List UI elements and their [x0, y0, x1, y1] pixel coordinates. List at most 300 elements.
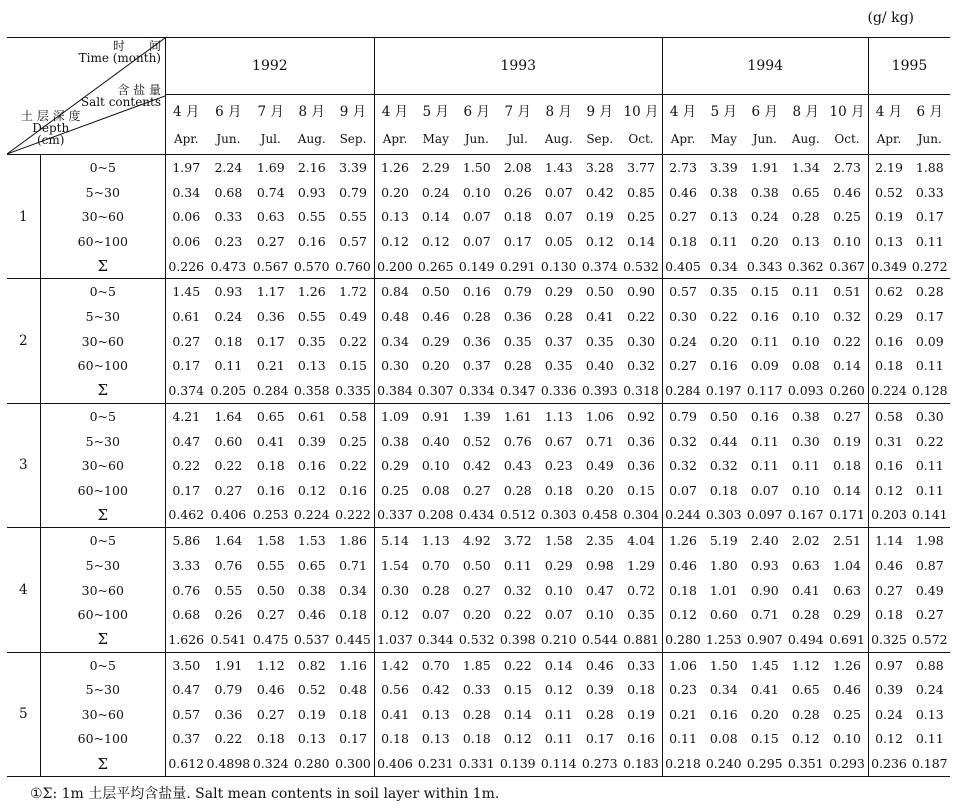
data-cell: 0.367 [829, 258, 865, 274]
table-row [7, 279, 950, 305]
data-cell: 0.16 [709, 706, 738, 722]
data-cell: 0.351 [785, 751, 826, 776]
data-cell: 0.18 [833, 458, 861, 474]
data-cell: 0.09 [750, 358, 779, 374]
data-cell: 0.79 [497, 279, 538, 305]
corner-depth-label: 土 层 深 度 Depth (cm) [21, 109, 81, 147]
data-cell: 0.272 [911, 258, 948, 274]
data-cell: 0.79 [662, 403, 703, 429]
data-cell: 2.02 [785, 528, 826, 554]
data-cell: 0.11 [503, 557, 532, 573]
data-cell: 0.42 [462, 458, 491, 474]
data-cell: 0.29 [538, 279, 579, 305]
data-cell: 0.13 [374, 205, 415, 230]
table-row [7, 403, 950, 429]
data-cell: 0.34 [374, 329, 415, 354]
data-cell: 0.27 [915, 607, 944, 623]
data-cell: 0.11 [750, 433, 779, 449]
data-cell: 0.36 [256, 309, 285, 325]
data-cell: 0.10 [544, 582, 573, 598]
data-cell: 0.265 [417, 258, 454, 274]
data-cell: 0.398 [499, 631, 536, 647]
depth-label: 60~100 [40, 602, 165, 627]
data-cell: 0.07 [421, 607, 450, 623]
data-cell: 1.17 [250, 279, 291, 305]
data-cell: 0.406 [374, 751, 415, 776]
data-cell: 0.17 [339, 731, 367, 747]
data-cell: 0.22 [214, 458, 243, 474]
data-cell: 0.11 [915, 482, 944, 498]
data-cell: 0.231 [415, 751, 456, 776]
data-cell: 0.114 [538, 751, 579, 776]
data-cell: 0.97 [868, 652, 909, 678]
data-cell: 0.10 [791, 482, 820, 498]
data-cell: 4.04 [620, 528, 662, 554]
data-cell: 0.17 [256, 333, 285, 349]
data-cell: 1.06 [579, 403, 620, 429]
table-row [7, 205, 950, 230]
data-cell: 0.26 [503, 184, 532, 200]
data-cell: 0.71 [750, 607, 779, 623]
data-cell: 0.18 [256, 731, 285, 747]
table-row [7, 602, 950, 627]
data-cell: 0.07 [662, 478, 703, 503]
data-cell: 0.85 [627, 184, 655, 200]
data-cell: 0.11 [750, 458, 779, 474]
depth-label: 30~60 [40, 205, 165, 230]
data-cell: 0.44 [709, 433, 738, 449]
data-cell: 0.15 [627, 482, 655, 498]
data-cell: 0.13 [915, 706, 944, 722]
data-cell: 0.79 [339, 184, 367, 200]
month-cn-header: 8 月 [538, 95, 579, 125]
data-cell: 0.27 [166, 329, 207, 354]
data-cell: 0.33 [462, 682, 491, 698]
data-cell: 3.77 [627, 160, 655, 175]
data-cell: 0.74 [256, 184, 285, 200]
data-cell: 1.14 [868, 528, 909, 554]
corner-salt-label: 含 盐 量 Salt contents [80, 83, 161, 109]
data-cell: 0.25 [627, 209, 655, 225]
data-cell: 0.295 [744, 751, 785, 776]
data-cell: 0.28 [791, 209, 820, 225]
data-cell: 0.25 [339, 433, 367, 449]
data-cell: 0.13 [868, 229, 909, 254]
data-cell: 0.18 [662, 578, 703, 603]
depth-label: 0~5 [40, 652, 165, 678]
data-cell: 0.06 [166, 205, 207, 230]
data-cell: 0.16 [256, 482, 285, 498]
data-cell: 0.21 [662, 702, 703, 727]
table-row [7, 180, 950, 205]
data-cell: 0.13 [709, 209, 738, 225]
month-cn-header: 6 月 [207, 95, 251, 125]
data-cell: 0.93 [750, 557, 779, 573]
data-cell: 0.907 [746, 631, 783, 647]
data-cell: 1.50 [703, 652, 744, 678]
data-cell: 0.19 [297, 706, 326, 722]
data-cell: 1.29 [627, 557, 655, 573]
data-cell: 0.210 [540, 631, 577, 647]
data-cell: 0.881 [623, 631, 659, 647]
data-cell: 0.19 [833, 433, 861, 449]
data-cell: 0.28 [791, 706, 820, 722]
data-cell: 0.55 [256, 557, 285, 573]
data-cell: 0.35 [297, 333, 326, 349]
depth-label: Σ [40, 627, 165, 652]
data-cell: 0.68 [166, 602, 207, 627]
data-cell: 0.11 [662, 727, 703, 752]
data-cell: 0.50 [579, 279, 620, 305]
data-cell: 0.46 [833, 682, 861, 698]
data-cell: 0.65 [791, 184, 820, 200]
depth-label: 5~30 [40, 429, 165, 454]
data-cell: 0.24 [915, 682, 944, 698]
data-cell: 0.13 [297, 731, 326, 747]
data-cell: 1.91 [207, 652, 251, 678]
data-cell: 0.38 [374, 429, 415, 454]
data-cell: 0.36 [503, 309, 532, 325]
data-cell: 0.47 [166, 429, 207, 454]
data-cell: 0.71 [339, 557, 367, 573]
depth-label: Σ [40, 503, 165, 528]
data-cell: 0.337 [374, 503, 415, 528]
data-cell: 0.63 [256, 209, 285, 225]
data-cell: 1.54 [374, 553, 415, 578]
data-cell: 0.76 [503, 433, 532, 449]
data-cell: 0.18 [544, 482, 573, 498]
data-cell: 1.12 [250, 652, 291, 678]
data-cell: 0.12 [374, 229, 415, 254]
data-cell: 0.26 [214, 607, 243, 623]
data-cell: 0.49 [339, 309, 367, 325]
data-cell: 2.16 [297, 160, 326, 175]
year-header: 1995 [868, 38, 950, 95]
data-cell: 0.200 [374, 254, 415, 279]
data-cell: 0.34 [709, 258, 738, 274]
data-cell: 0.52 [297, 682, 326, 698]
data-cell: 0.22 [833, 333, 861, 349]
data-cell: 0.28 [585, 706, 614, 722]
data-cell: 0.224 [293, 507, 330, 523]
data-cell: 0.22 [709, 309, 738, 325]
data-cell: 0.36 [627, 433, 655, 449]
data-cell: 0.358 [293, 382, 330, 398]
data-cell: 0.362 [787, 258, 824, 274]
month-cn-header: 4 月 [662, 95, 703, 125]
data-cell: 0.33 [214, 209, 243, 225]
data-cell: 1.97 [166, 155, 207, 181]
data-cell: 0.58 [332, 403, 374, 429]
data-cell: 0.691 [829, 631, 865, 647]
data-cell: 0.22 [339, 333, 367, 349]
depth-label: 0~5 [40, 279, 165, 305]
data-cell: 1.04 [833, 557, 861, 573]
data-cell: 1.06 [662, 652, 703, 678]
data-cell: 0.27 [826, 403, 868, 429]
data-cell: 0.39 [297, 433, 326, 449]
month-cn-header: 5 月 [703, 95, 744, 125]
data-cell: 0.41 [750, 682, 779, 698]
data-cell: 0.52 [462, 433, 491, 449]
month-cn-header: 9 月 [579, 95, 620, 125]
data-cell: 0.27 [868, 578, 909, 603]
data-cell: 0.47 [166, 678, 207, 703]
data-cell: 0.24 [421, 184, 450, 200]
data-cell: 0.512 [499, 507, 536, 523]
month-en-header: Sep. [579, 125, 620, 155]
data-cell: 0.537 [293, 631, 330, 647]
data-cell: 0.307 [417, 382, 454, 398]
data-cell: 0.139 [497, 751, 538, 776]
data-cell: 0.28 [503, 358, 532, 374]
site-group-label: 4 [7, 528, 40, 652]
month-cn-header: 4 月 [166, 95, 207, 125]
data-cell: 1.72 [332, 279, 374, 305]
data-cell: 0.12 [585, 233, 614, 249]
depth-label: 60~100 [40, 478, 165, 503]
data-cell: 3.39 [709, 160, 738, 175]
data-cell: 0.117 [746, 382, 783, 398]
data-cell: 0.19 [868, 205, 909, 230]
data-cell: 0.65 [297, 557, 326, 573]
data-cell: 0.18 [214, 333, 243, 349]
data-cell: 0.347 [499, 382, 536, 398]
month-en-header: Apr. [868, 125, 909, 155]
data-cell: 1.16 [332, 652, 374, 678]
data-cell: 0.18 [503, 209, 532, 225]
data-cell: 2.29 [421, 160, 450, 175]
data-cell: 0.344 [417, 631, 454, 647]
data-cell: 0.34 [709, 682, 738, 698]
data-cell: 2.51 [826, 528, 868, 554]
data-cell: 0.24 [750, 209, 779, 225]
data-cell: 0.22 [503, 607, 532, 623]
data-cell: 0.349 [868, 254, 909, 279]
data-cell: 0.13 [421, 706, 450, 722]
data-cell: 0.374 [581, 258, 618, 274]
month-cn-header: 6 月 [744, 95, 785, 125]
data-cell: 0.71 [585, 433, 614, 449]
data-cell: 0.171 [829, 507, 865, 523]
table-row [7, 429, 950, 454]
data-cell: 0.32 [833, 309, 861, 325]
data-cell: 2.73 [833, 160, 861, 175]
month-en-header: Jun. [909, 125, 950, 155]
data-cell: 0.38 [297, 582, 326, 598]
data-cell: 0.293 [826, 751, 868, 776]
data-cell: 0.07 [462, 209, 491, 225]
month-en-header: Apr. [374, 125, 415, 155]
data-cell: 0.253 [252, 507, 289, 523]
data-cell: 0.55 [214, 582, 243, 598]
data-cell: 2.73 [662, 155, 703, 181]
data-cell: 0.20 [585, 482, 614, 498]
data-cell: 0.82 [291, 652, 332, 678]
data-cell: 0.12 [868, 727, 909, 752]
data-cell: 0.62 [868, 279, 909, 305]
data-cell: 0.17 [503, 233, 532, 249]
data-cell: 0.141 [911, 507, 948, 523]
data-cell: 0.10 [791, 309, 820, 325]
data-cell: 0.41 [791, 582, 820, 598]
data-cell: 0.12 [503, 731, 532, 747]
table-row [7, 578, 950, 603]
data-cell: 0.05 [544, 233, 573, 249]
data-cell: 0.304 [623, 507, 659, 523]
month-en-header: Oct. [620, 125, 662, 155]
depth-label: 5~30 [40, 304, 165, 329]
table-row [7, 155, 950, 181]
depth-label: 60~100 [40, 354, 165, 379]
data-cell: 0.760 [335, 258, 371, 274]
data-cell: 0.21 [256, 358, 285, 374]
data-cell: 0.13 [297, 358, 326, 374]
data-cell: 0.40 [585, 358, 614, 374]
data-cell: 0.23 [214, 233, 243, 249]
data-cell: 0.50 [462, 557, 491, 573]
site-group-label: 5 [7, 652, 40, 776]
month-cn-header: 7 月 [250, 95, 291, 125]
data-cell: 0.18 [374, 727, 415, 752]
site-group-label: 1 [19, 208, 28, 225]
data-cell: 0.244 [662, 503, 703, 528]
data-cell: 0.17 [166, 478, 207, 503]
data-cell: 0.16 [297, 233, 326, 249]
data-cell: 1.253 [705, 631, 742, 647]
data-cell: 0.08 [421, 482, 450, 498]
data-cell: 2.08 [503, 160, 532, 175]
data-cell: 0.18 [339, 706, 367, 722]
data-cell: 0.567 [252, 258, 289, 274]
table-row [7, 751, 950, 776]
data-cell: 2.19 [868, 155, 909, 181]
data-cell: 0.65 [250, 403, 291, 429]
data-cell: 0.07 [750, 482, 779, 498]
data-cell: 0.27 [462, 482, 491, 498]
data-cell: 1.626 [166, 627, 207, 652]
data-cell: 3.28 [585, 160, 614, 175]
data-cell: 0.79 [214, 682, 243, 698]
data-cell: 0.16 [339, 482, 367, 498]
data-cell: 0.31 [868, 429, 909, 454]
depth-label: Σ [40, 378, 165, 403]
month-cn-header: 4 月 [868, 95, 909, 125]
data-cell: 0.46 [662, 180, 703, 205]
data-cell: 0.22 [915, 433, 944, 449]
data-cell: 0.303 [540, 507, 577, 523]
data-cell: 0.280 [662, 627, 703, 652]
data-cell: 0.16 [627, 731, 655, 747]
month-cn-header: 6 月 [909, 95, 950, 125]
data-cell: 0.18 [462, 731, 491, 747]
data-cell: 0.76 [166, 578, 207, 603]
data-cell: 3.33 [166, 553, 207, 578]
depth-label: 30~60 [40, 453, 165, 478]
data-cell: 0.384 [374, 378, 415, 403]
data-cell: 0.273 [579, 751, 620, 776]
data-cell: 0.572 [911, 631, 948, 647]
data-cell: 0.284 [662, 378, 703, 403]
data-cell: 0.11 [544, 731, 573, 747]
month-en-header: May [703, 125, 744, 155]
month-en-header: Aug. [785, 125, 826, 155]
data-cell: 0.35 [503, 333, 532, 349]
data-cell: 0.46 [579, 652, 620, 678]
data-cell: 0.12 [421, 233, 450, 249]
data-cell: 5.19 [703, 528, 744, 554]
data-cell: 0.12 [868, 478, 909, 503]
data-cell: 0.24 [662, 329, 703, 354]
data-cell: 0.14 [833, 358, 861, 374]
data-cell: 1.64 [207, 528, 251, 554]
data-cell: 0.41 [256, 433, 285, 449]
data-cell: 1.13 [538, 403, 579, 429]
data-cell: 5.86 [166, 528, 207, 554]
month-cn-header: 6 月 [456, 95, 497, 125]
data-cell: 0.11 [709, 233, 738, 249]
data-cell: 0.22 [627, 309, 655, 325]
data-cell: 0.406 [210, 507, 247, 523]
data-cell: 0.10 [421, 458, 450, 474]
data-cell: 0.67 [544, 433, 573, 449]
data-cell: 0.16 [868, 329, 909, 354]
data-cell: 1.61 [497, 403, 538, 429]
data-cell: 0.41 [585, 309, 614, 325]
data-cell: 0.318 [623, 382, 659, 398]
data-cell: 3.72 [497, 528, 538, 554]
month-en-header: Apr. [166, 125, 207, 155]
data-cell: 1.86 [332, 528, 374, 554]
data-cell: 0.334 [458, 382, 495, 398]
data-cell: 0.76 [214, 557, 243, 573]
data-cell: 0.06 [166, 229, 207, 254]
data-cell: 0.197 [705, 382, 742, 398]
data-cell: 0.39 [868, 678, 909, 703]
data-cell: 0.541 [210, 631, 247, 647]
data-cell: 0.42 [421, 682, 450, 698]
data-cell: 0.07 [544, 607, 573, 623]
data-cell: 0.19 [585, 209, 614, 225]
data-cell: 0.17 [915, 309, 944, 325]
data-cell: 0.63 [833, 582, 861, 598]
data-cell: 1.26 [291, 279, 332, 305]
data-cell: 0.32 [662, 429, 703, 454]
month-en-header: Jul. [250, 125, 291, 155]
data-cell: 0.15 [744, 279, 785, 305]
data-cell: 0.28 [909, 279, 950, 305]
data-cell: 0.16 [709, 358, 738, 374]
depth-label: Σ [40, 254, 165, 279]
data-cell: 0.46 [868, 553, 909, 578]
data-cell: 0.29 [544, 557, 573, 573]
data-cell: 0.28 [462, 309, 491, 325]
data-cell: 0.14 [833, 482, 861, 498]
data-cell: 2.40 [744, 528, 785, 554]
data-cell: 0.27 [662, 354, 703, 379]
month-cn-header: 7 月 [497, 95, 538, 125]
table-row [7, 727, 950, 752]
year-header: 1993 [374, 38, 662, 95]
data-cell: 0.57 [662, 279, 703, 305]
data-cell: 0.335 [335, 382, 371, 398]
data-cell: 0.29 [868, 304, 909, 329]
table-row [7, 652, 950, 678]
data-cell: 0.475 [252, 631, 289, 647]
month-cn-header: 4 月 [374, 95, 415, 125]
year-header: 1992 [166, 38, 375, 95]
data-cell: 0.11 [785, 279, 826, 305]
